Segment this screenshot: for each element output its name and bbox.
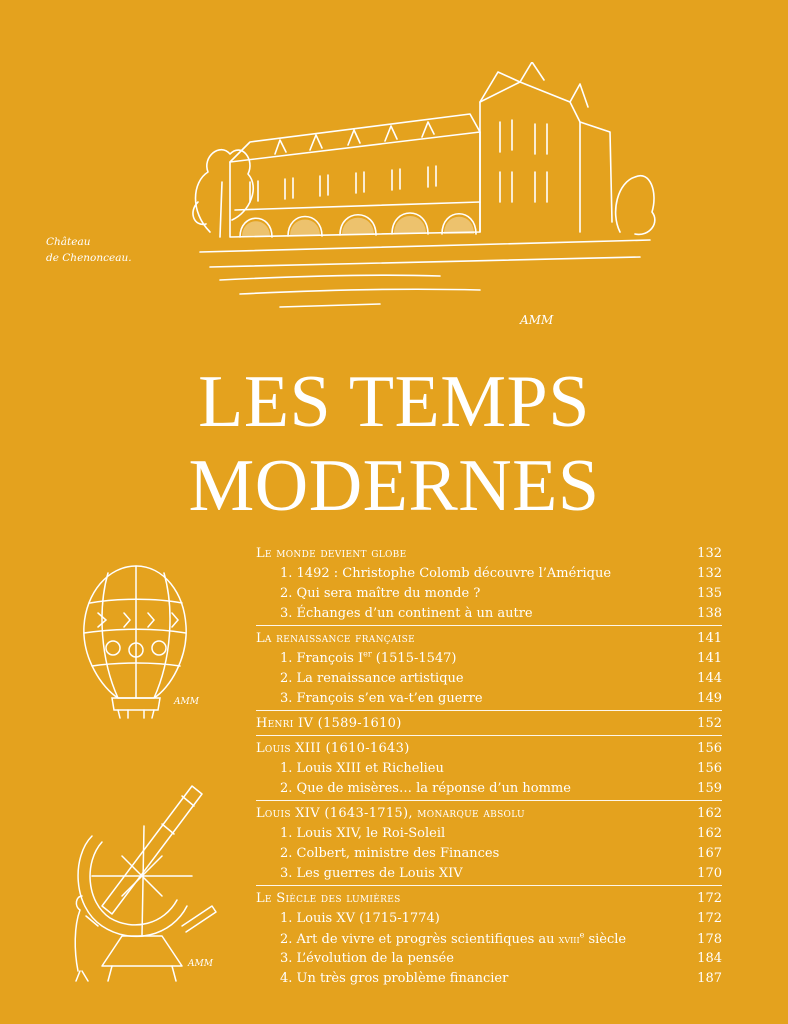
toc-chapter-heading[interactable] <box>256 739 722 759</box>
title-line-1: LES TEMPS <box>198 361 590 443</box>
toc-entry[interactable] <box>256 909 722 929</box>
page-number: 132 <box>697 546 722 561</box>
chapter-title: Le Siècle des lumières <box>256 891 401 906</box>
entry-title: 3. Échanges d’un continent à un autre <box>280 606 533 621</box>
page-number: 149 <box>697 691 722 706</box>
page-number: 132 <box>697 566 722 581</box>
page-number: 172 <box>697 911 722 926</box>
page-number: 141 <box>697 651 722 666</box>
page-number: 172 <box>697 891 722 906</box>
chapter-title: Louis XIII (1610-1643) <box>256 741 410 756</box>
page-number: 162 <box>697 826 722 841</box>
caption-line-2: de Chenonceau. <box>46 252 132 264</box>
entry-title: 2. Colbert, ministre des Finances <box>280 846 500 861</box>
toc-section <box>256 629 722 711</box>
illustration-caption <box>46 234 156 266</box>
page-number: 162 <box>697 806 722 821</box>
toc-chapter-heading[interactable] <box>256 714 722 734</box>
toc-section <box>256 889 722 990</box>
entry-title: 1. Louis XV (1715-1774) <box>280 911 440 926</box>
balloon-illustration <box>68 558 208 728</box>
page-number: 170 <box>697 866 722 881</box>
page-number: 178 <box>697 932 722 947</box>
title-line-2: MODERNES <box>188 445 600 527</box>
chateau-illustration <box>180 62 660 332</box>
toc-entry[interactable] <box>256 844 722 864</box>
entry-title: 3. François s’en va-t’en guerre <box>280 691 483 706</box>
page-number: 156 <box>697 761 722 776</box>
entry-title: 4. Un très gros problème financier <box>280 971 509 986</box>
toc-section <box>256 804 722 886</box>
entry-title: 1. Louis XIII et Richelieu <box>280 761 444 776</box>
entry-title: 1. Louis XIV, le Roi-Soleil <box>280 826 446 841</box>
toc-entry[interactable] <box>256 779 722 799</box>
page-number: 184 <box>697 951 722 966</box>
chapter-title: Henri IV (1589-1610) <box>256 716 402 731</box>
toc-chapter-heading[interactable] <box>256 804 722 824</box>
toc-entry[interactable] <box>256 564 722 584</box>
entry-title: 1. 1492 : Christophe Colomb découvre l’Amérique <box>280 566 612 581</box>
toc-chapter-heading[interactable] <box>256 544 722 564</box>
telescope-illustration <box>62 766 222 986</box>
page-number: 167 <box>697 846 722 861</box>
toc-entry[interactable] <box>256 669 722 689</box>
toc-chapter-heading[interactable] <box>256 889 722 909</box>
toc-section <box>256 544 722 626</box>
page-number: 135 <box>697 586 722 601</box>
entry-title: 2. Que de misères… la réponse d’un homme <box>280 781 571 796</box>
toc-entry[interactable] <box>256 649 722 669</box>
page-number: 138 <box>697 606 722 621</box>
entry-title: 2. Art de vivre et progrès scientifiques au xviii$^e$ siècle <box>280 930 627 947</box>
artist-signature: AMM <box>520 313 554 327</box>
entry-title: 3. L’évolution de la pensée <box>280 951 454 966</box>
toc-chapter-heading[interactable] <box>256 629 722 649</box>
toc-entry[interactable] <box>256 584 722 604</box>
toc-entry[interactable] <box>256 824 722 844</box>
page-number: 141 <box>697 631 722 646</box>
entry-title: 1. François Ier (1515-1547) <box>280 649 457 666</box>
toc-entry[interactable] <box>256 604 722 624</box>
page-number: 187 <box>697 971 722 986</box>
chapter-title: La renaissance française <box>256 631 415 646</box>
toc-entry[interactable] <box>256 689 722 709</box>
page-title <box>0 360 788 528</box>
toc-section <box>256 714 722 736</box>
toc-entry[interactable] <box>256 949 722 969</box>
toc-entry[interactable] <box>256 759 722 779</box>
toc-entry[interactable] <box>256 864 722 884</box>
caption-line-1: Château <box>46 236 91 248</box>
entry-title: 2. Qui sera maître du monde ? <box>280 586 481 601</box>
table-of-contents <box>256 544 722 993</box>
svg-text:AMM: AMM <box>188 959 213 969</box>
page-number: 156 <box>697 741 722 756</box>
svg-text:AMM: AMM <box>174 697 199 707</box>
toc-entry[interactable] <box>256 969 722 989</box>
page-number: 152 <box>697 716 722 731</box>
chapter-title: Louis XIV (1643-1715), monarque absolu <box>256 806 525 821</box>
toc-entry[interactable] <box>256 929 722 949</box>
page-number: 144 <box>697 671 722 686</box>
chapter-title: Le monde devient globe <box>256 546 407 561</box>
entry-title: 2. La renaissance artistique <box>280 671 464 686</box>
toc-section <box>256 739 722 801</box>
page-number: 159 <box>697 781 722 796</box>
entry-title: 3. Les guerres de Louis XIV <box>280 866 463 881</box>
